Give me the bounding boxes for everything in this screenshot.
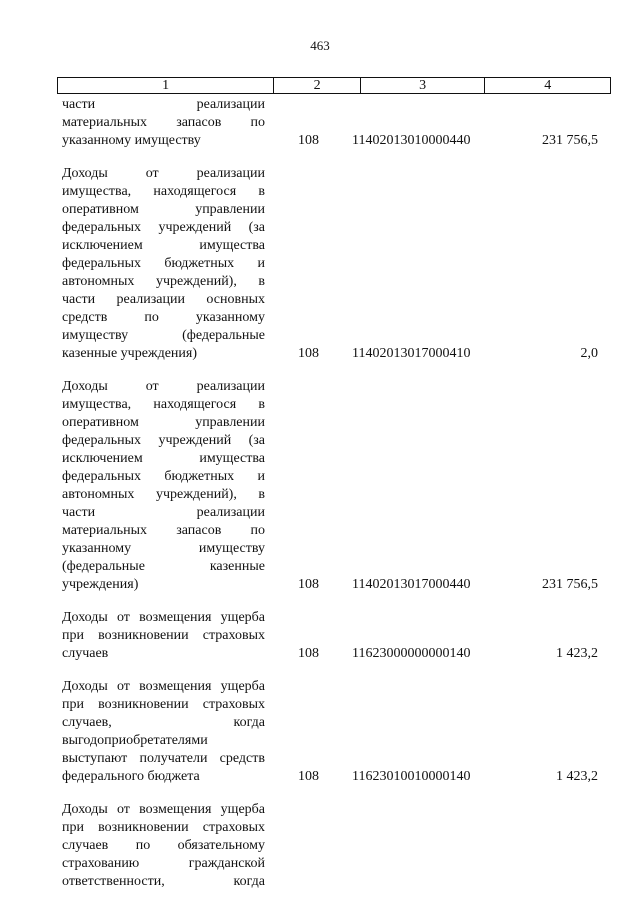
description-line: автономных учреждений), в bbox=[62, 487, 265, 502]
row-description bbox=[62, 378, 265, 594]
header-col-1: 1 bbox=[58, 78, 274, 93]
description-line: оперативном управлении bbox=[62, 202, 265, 217]
description-line: ответственности, когда bbox=[62, 874, 265, 889]
header-col-3: 3 bbox=[361, 78, 486, 93]
row-kbk: 11402013010000440 bbox=[352, 133, 471, 148]
header-col-4: 4 bbox=[544, 77, 552, 93]
row-kbk: 11402013017000410 bbox=[352, 346, 471, 361]
description-line: части реализации основных bbox=[62, 292, 265, 307]
description-line: Доходы от возмещения ущерба bbox=[62, 610, 265, 625]
description-line: выступают получатели средств bbox=[62, 751, 265, 766]
description-line: федеральных бюджетных и bbox=[62, 256, 265, 271]
row-kbk: 11623000000000140 bbox=[352, 646, 471, 661]
table-row bbox=[62, 801, 610, 891]
row-amount: 1 423,2 bbox=[556, 646, 598, 661]
description-line: средств по указанному bbox=[62, 310, 265, 325]
description-line: имуществу (федеральные bbox=[62, 328, 265, 343]
description-line: (федеральные казенные bbox=[62, 559, 265, 574]
table-row bbox=[62, 96, 610, 150]
row-code: 108 bbox=[298, 646, 319, 661]
row-kbk: 11402013017000440 bbox=[352, 577, 471, 592]
description-line: материальных запасов по bbox=[62, 523, 265, 538]
row-amount: 231 756,5 bbox=[542, 577, 598, 592]
row-code: 108 bbox=[298, 346, 319, 361]
description-line: указанному имуществу bbox=[62, 133, 201, 148]
row-kbk: 11623010010000140 bbox=[352, 769, 471, 784]
row-code: 108 bbox=[298, 577, 319, 592]
row-description bbox=[62, 609, 265, 663]
row-description bbox=[62, 165, 265, 363]
description-line: Доходы от реализации bbox=[62, 379, 265, 394]
description-line: части реализации bbox=[62, 97, 265, 112]
row-amount: 1 423,2 bbox=[556, 769, 598, 784]
description-line: случаев, когда bbox=[62, 715, 265, 730]
row-code: 108 bbox=[298, 769, 319, 784]
description-line: указанному имуществу bbox=[62, 541, 265, 556]
description-line: федеральных учреждений (за bbox=[62, 433, 265, 448]
row-code: 108 bbox=[298, 133, 319, 148]
description-line: при возникновении страховых bbox=[62, 697, 265, 712]
description-line: исключением имущества bbox=[62, 238, 265, 253]
description-line: Доходы от возмещения ущерба bbox=[62, 679, 265, 694]
page-number: 463 bbox=[310, 38, 330, 53]
description-line: автономных учреждений), в bbox=[62, 274, 265, 289]
description-line: казенные учреждения) bbox=[62, 346, 198, 361]
table-body bbox=[62, 96, 610, 906]
table-row bbox=[62, 678, 610, 786]
table-row bbox=[62, 165, 610, 363]
description-line: Доходы от возмещения ущерба bbox=[62, 802, 265, 817]
table-header bbox=[57, 77, 611, 94]
description-line: страхованию гражданской bbox=[62, 856, 265, 871]
row-description bbox=[62, 678, 265, 786]
description-line: выгодоприобретателями bbox=[62, 733, 208, 748]
header-col-2: 2 bbox=[274, 78, 361, 93]
description-line: случаев по обязательному bbox=[62, 838, 265, 853]
description-line: учреждения) bbox=[62, 577, 139, 592]
description-line: имущества, находящегося в bbox=[62, 397, 265, 412]
row-description bbox=[62, 801, 265, 891]
table-row bbox=[62, 609, 610, 663]
row-amount: 2,0 bbox=[580, 346, 598, 361]
row-description bbox=[62, 96, 265, 150]
description-line: имущества, находящегося в bbox=[62, 184, 265, 199]
description-line: федерального бюджета bbox=[62, 769, 200, 784]
description-line: исключением имущества bbox=[62, 451, 265, 466]
description-line: части реализации bbox=[62, 505, 265, 520]
table-row bbox=[62, 378, 610, 594]
description-line: федеральных бюджетных и bbox=[62, 469, 265, 484]
description-line: при возникновении страховых bbox=[62, 628, 265, 643]
description-line: материальных запасов по bbox=[62, 115, 265, 130]
row-amount: 231 756,5 bbox=[542, 133, 598, 148]
description-line: Доходы от реализации bbox=[62, 166, 265, 181]
description-line: оперативном управлении bbox=[62, 415, 265, 430]
description-line: федеральных учреждений (за bbox=[62, 220, 265, 235]
description-line: случаев bbox=[62, 646, 109, 661]
description-line: при возникновении страховых bbox=[62, 820, 265, 835]
